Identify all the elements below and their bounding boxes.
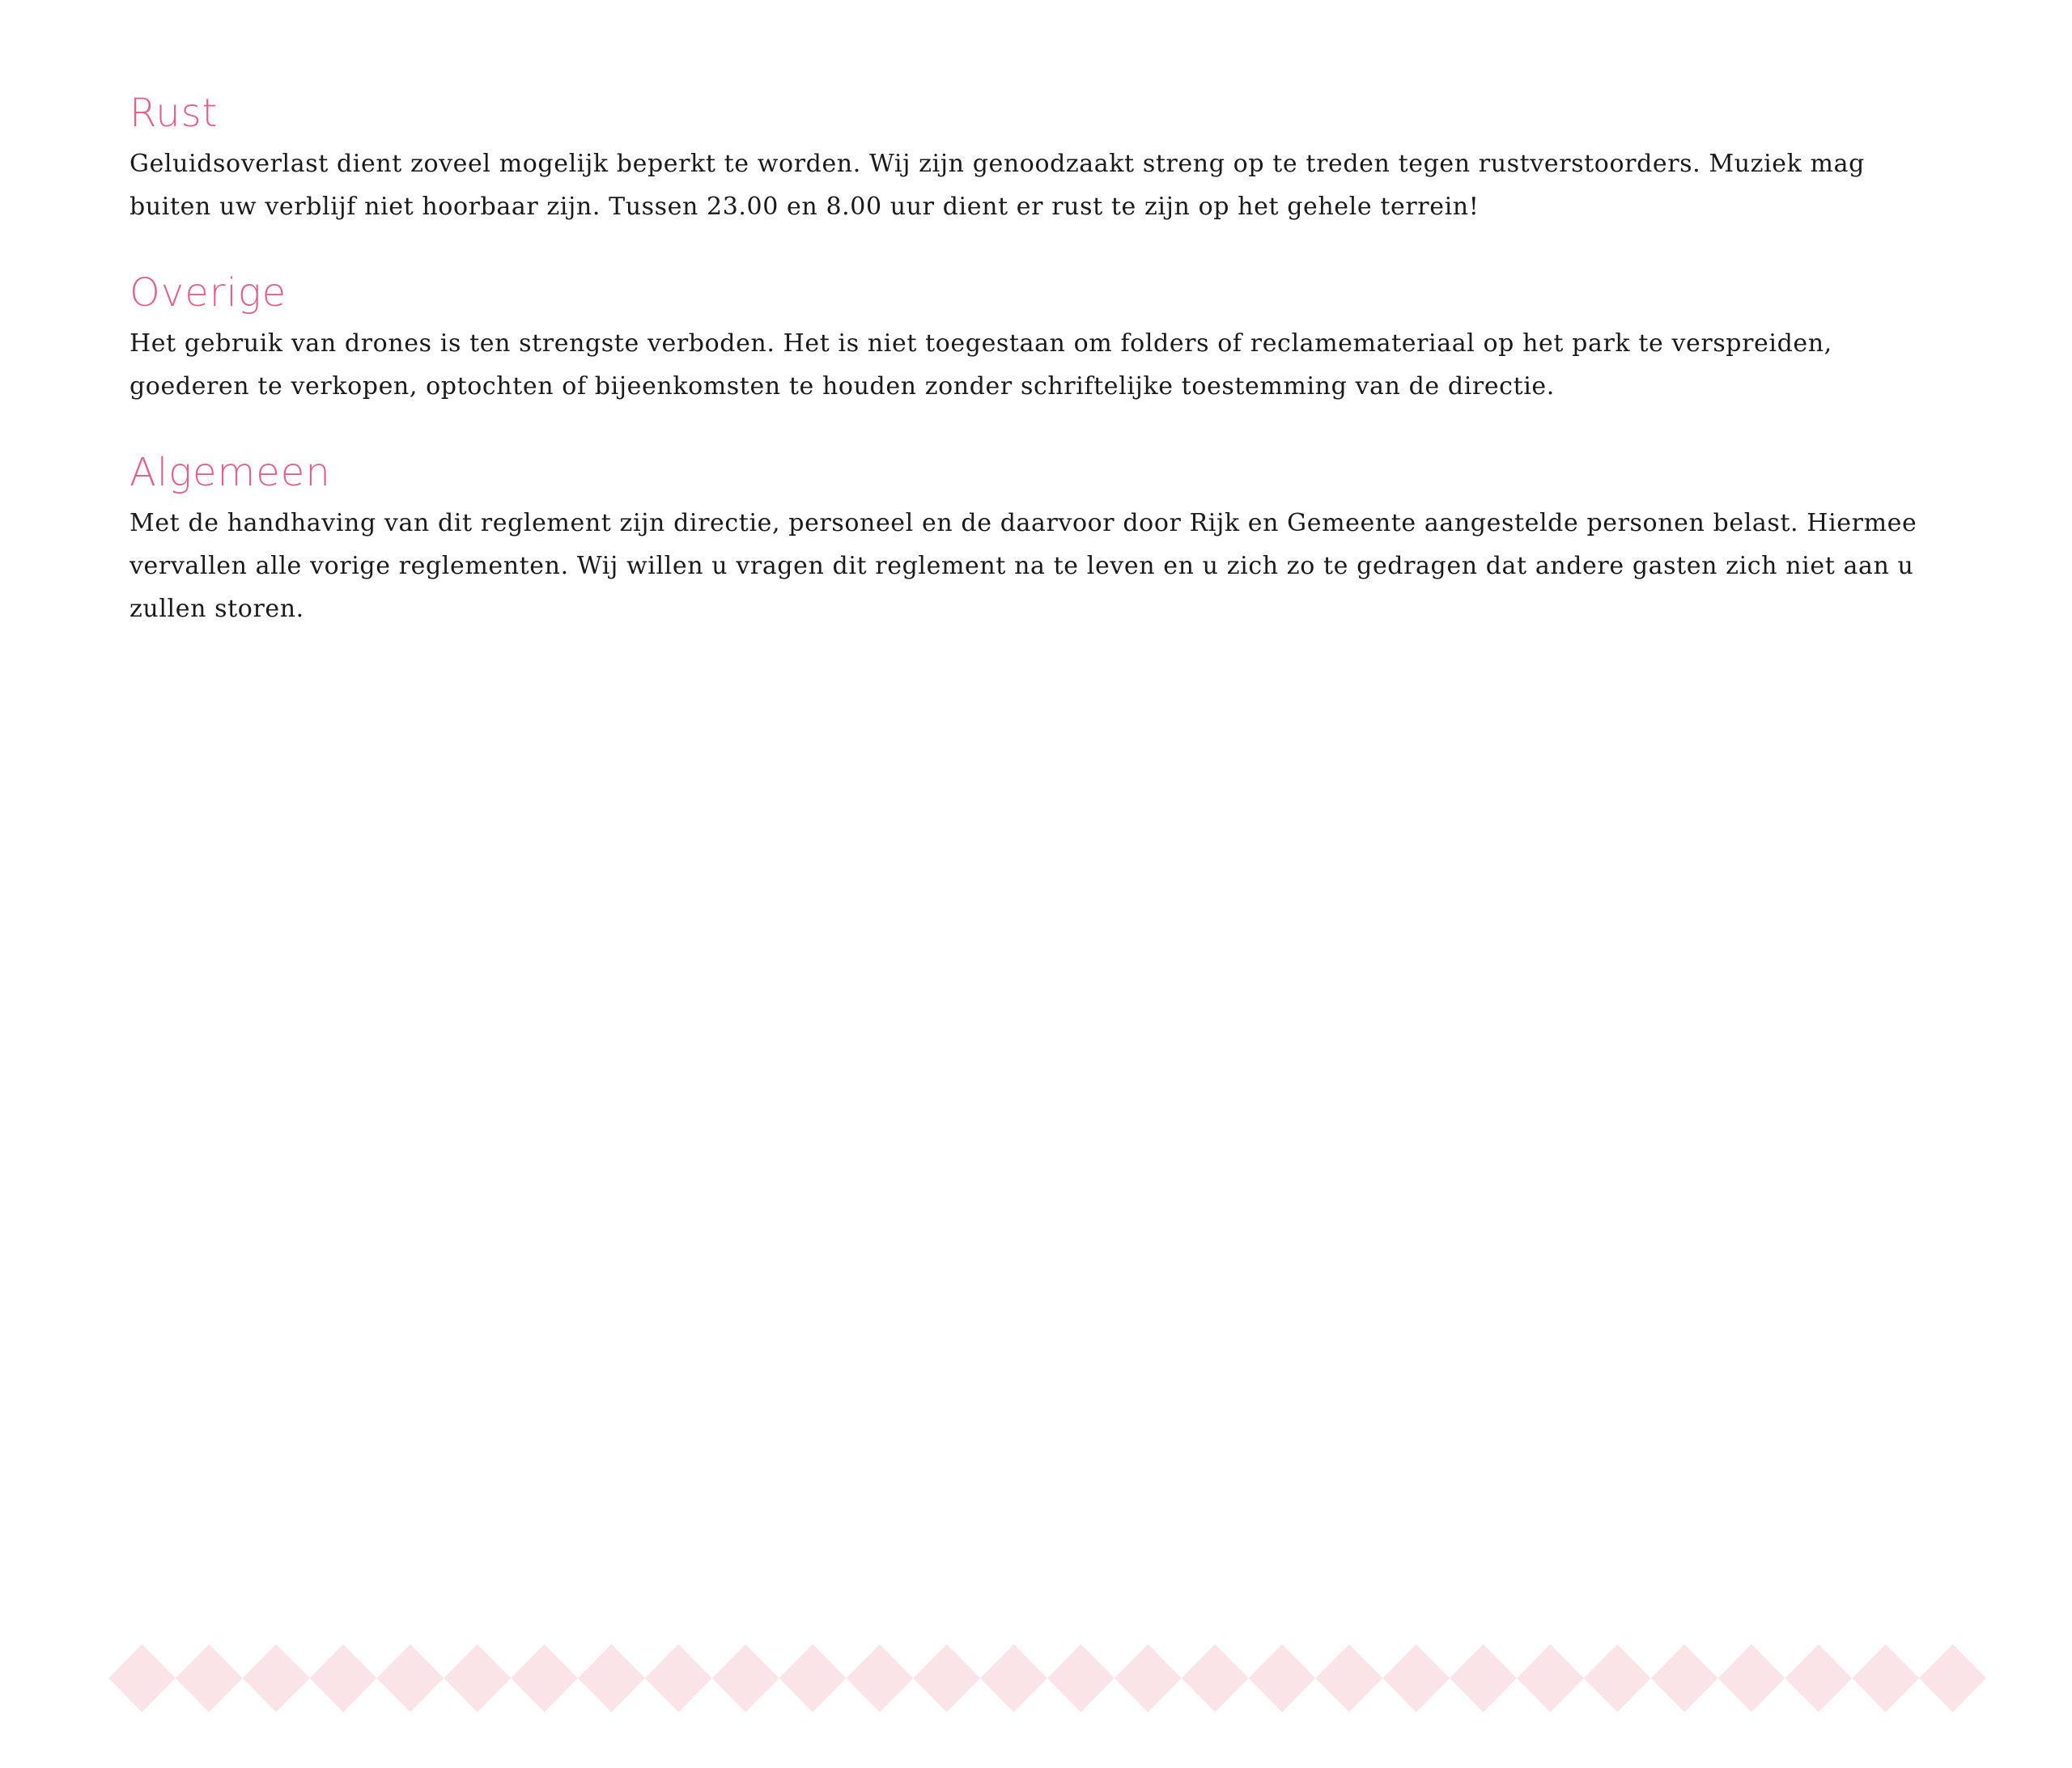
section-title: Algemeen	[130, 450, 331, 495]
section-overige	[130, 269, 1942, 408]
section-text: Het gebruik van drones is ten strengste verboden. Het is niet toegestaan om folders of reclamemateriaal op het park te verspreiden, goederen te verkopen, optochten of bijeenkomsten te houden zonder schriftelijke toestemming van de directie.	[130, 329, 1832, 401]
diamond-shape	[1115, 1644, 1182, 1712]
diamond-shape	[376, 1644, 444, 1712]
document-content	[130, 89, 1942, 671]
diamond-shape	[511, 1644, 578, 1712]
diamond-shape	[1450, 1644, 1517, 1712]
diamond-shape	[846, 1644, 913, 1712]
diamond-shape	[1651, 1644, 1718, 1712]
diamond-shape	[1249, 1644, 1316, 1712]
diamond-shape	[645, 1644, 712, 1712]
diamond-shape	[1718, 1644, 1785, 1712]
section-rust	[130, 89, 1942, 228]
section-title: Overige	[130, 270, 287, 316]
diamond-shape	[310, 1644, 377, 1712]
diamond-shape	[1852, 1644, 1919, 1712]
diamond-shape	[913, 1644, 980, 1712]
section-text: Geluidsoverlast dient zoveel mogelijk beperkt te worden. Wij zijn genoodzaakt streng op te treden tegen rustverstoorders. Muziek mag buiten uw verblijf niet hoorbaar zijn. Tussen 23.00 en 8.00 uur dient er rust te zijn op het gehele terrein!	[130, 150, 1865, 221]
diamond-shape	[712, 1644, 779, 1712]
diamond-shape	[1584, 1644, 1651, 1712]
diamond-shape	[1315, 1644, 1382, 1712]
diamond-shape	[176, 1644, 243, 1712]
diamond-shape	[444, 1644, 511, 1712]
section-algemeen	[130, 448, 1942, 630]
diamond-shape	[1785, 1644, 1852, 1712]
diamond-shape	[1517, 1644, 1584, 1712]
diamond-border-decoration	[108, 1644, 1986, 1712]
diamond-shape	[980, 1644, 1047, 1712]
diamond-shape	[1047, 1644, 1115, 1712]
section-text: Met de handhaving van dit reglement zijn directie, personeel en de daarvoor door Rijk en Gemeente aangestelde personen belast. Hiermee vervallen alle vorige reglementen. Wij willen u vragen dit reglement na te leven en u zich zo te gedragen dat andere gasten zich niet aan u zullen storen.	[130, 509, 1917, 623]
diamond-shape	[1919, 1644, 1986, 1712]
diamond-shape	[578, 1644, 645, 1712]
diamond-shape	[1182, 1644, 1249, 1712]
diamond-shape	[1382, 1644, 1450, 1712]
diamond-shape	[243, 1644, 310, 1712]
diamond-shape	[108, 1644, 176, 1712]
section-title: Rust	[130, 91, 219, 136]
diamond-shape	[779, 1644, 847, 1712]
